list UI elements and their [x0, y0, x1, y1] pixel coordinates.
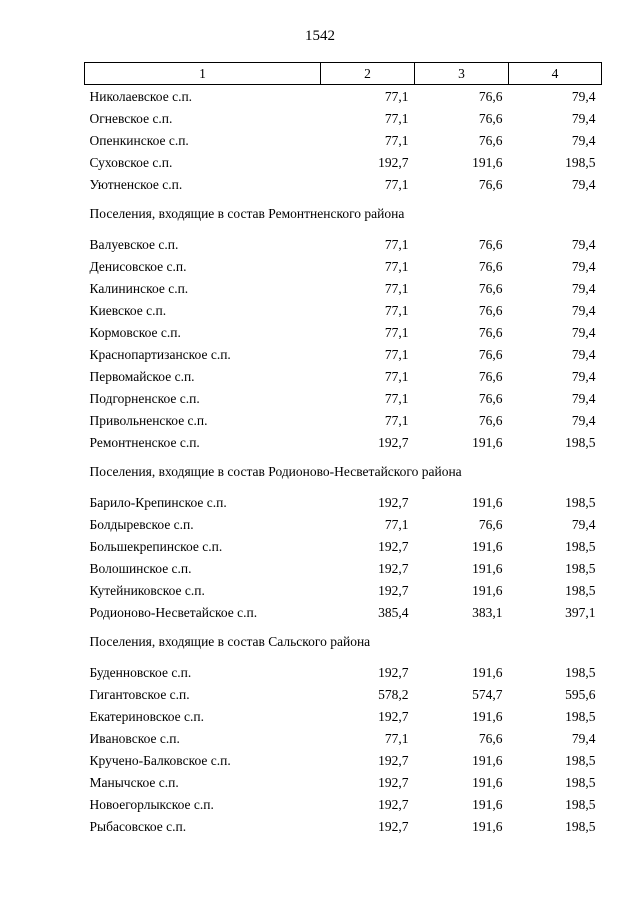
value-col-2: 192,7: [378, 494, 409, 510]
table-row: [85, 491, 602, 513]
section-title: Поселения, входящие в состав Родионово-Несветайского района: [89, 464, 462, 479]
value-col-4: 79,4: [571, 346, 596, 362]
settlement-name: Николаевское с.п.: [89, 88, 193, 104]
value-col-2: 192,7: [378, 560, 409, 576]
settlement-name: Первомайское с.п.: [89, 368, 195, 384]
value-col-4: 198,5: [565, 538, 596, 554]
value-col-4: 79,4: [571, 412, 596, 428]
value-col-2: 192,7: [378, 708, 409, 724]
value-col-3: 76,6: [478, 236, 503, 252]
value-col-2: 192,7: [378, 818, 409, 834]
value-col-2: 192,7: [378, 538, 409, 554]
page-number: 1542: [305, 28, 335, 44]
value-col-4: 198,5: [565, 154, 596, 170]
table-row: [85, 579, 602, 601]
settlement-name: Огневское с.п.: [89, 110, 173, 126]
value-col-2: 77,1: [384, 132, 409, 148]
table-row: [85, 557, 602, 579]
value-col-3: 76,6: [478, 324, 503, 340]
settlement-name: Гигантовское с.п.: [89, 686, 190, 702]
table-row: [85, 343, 602, 365]
value-col-3: 191,6: [472, 154, 503, 170]
value-col-2: 77,1: [384, 176, 409, 192]
value-col-4: 198,5: [565, 752, 596, 768]
table-row: [85, 513, 602, 535]
value-col-4: 198,5: [565, 774, 596, 790]
table-row: [85, 431, 602, 453]
table-header: [85, 63, 602, 85]
table-row: [85, 727, 602, 749]
value-col-4: 79,4: [571, 176, 596, 192]
value-col-4: 198,5: [565, 664, 596, 680]
value-col-2: 77,1: [384, 324, 409, 340]
value-col-2: 77,1: [384, 88, 409, 104]
settlement-name: Ивановское с.п.: [89, 730, 180, 746]
value-col-4: 79,4: [571, 324, 596, 340]
value-col-2: 192,7: [378, 774, 409, 790]
table-row: [85, 151, 602, 173]
value-col-4: 79,4: [571, 280, 596, 296]
column-header-2: 2: [321, 63, 415, 85]
value-col-2: 192,7: [378, 752, 409, 768]
column-header-3: 3: [415, 63, 509, 85]
value-col-2: 77,1: [384, 236, 409, 252]
table-row: [85, 683, 602, 705]
value-col-3: 574,7: [472, 686, 503, 702]
settlement-name: Краснопартизанское с.п.: [89, 346, 231, 362]
value-col-3: 191,6: [472, 818, 503, 834]
value-col-2: 578,2: [378, 686, 409, 702]
value-col-4: 79,4: [571, 88, 596, 104]
value-col-3: 76,6: [478, 88, 503, 104]
table-row: [85, 705, 602, 727]
settlement-name: Кручено-Балковское с.п.: [89, 752, 231, 768]
value-col-3: 191,6: [472, 796, 503, 812]
settlement-name: Уютненское с.п.: [89, 176, 183, 192]
settlement-name: Рыбасовское с.п.: [89, 818, 187, 834]
value-col-3: 76,6: [478, 132, 503, 148]
value-col-4: 198,5: [565, 434, 596, 450]
value-col-2: 77,1: [384, 368, 409, 384]
value-col-3: 191,6: [472, 560, 503, 576]
value-col-3: 76,6: [478, 730, 503, 746]
value-col-3: 191,6: [472, 582, 503, 598]
section-header-row: [85, 195, 602, 233]
value-col-2: 192,7: [378, 664, 409, 680]
table-row: [85, 387, 602, 409]
value-col-2: 192,7: [378, 582, 409, 598]
settlement-name: Денисовское с.п.: [89, 258, 187, 274]
settlement-name: Ремонтненское с.п.: [89, 434, 200, 450]
value-col-4: 79,4: [571, 236, 596, 252]
settlement-name: Кутейниковское с.п.: [89, 582, 205, 598]
value-col-3: 76,6: [478, 280, 503, 296]
table-row: [85, 365, 602, 387]
settlement-name: Родионово-Несветайское с.п.: [89, 604, 258, 620]
table-row: [85, 277, 602, 299]
table-row: [85, 233, 602, 255]
table-row: [85, 107, 602, 129]
value-col-3: 191,6: [472, 774, 503, 790]
section-header-row: [85, 453, 602, 491]
value-col-3: 76,6: [478, 390, 503, 406]
settlement-name: Подгорненское с.п.: [89, 390, 200, 406]
table-row: [85, 661, 602, 683]
value-col-4: 198,5: [565, 494, 596, 510]
value-col-3: 191,6: [472, 494, 503, 510]
value-col-3: 191,6: [472, 434, 503, 450]
value-col-3: 76,6: [478, 368, 503, 384]
value-col-3: 191,6: [472, 538, 503, 554]
value-col-3: 191,6: [472, 664, 503, 680]
section-title: Поселения, входящие в состав Сальского района: [89, 634, 371, 649]
table-row: [85, 601, 602, 623]
value-col-4: 79,4: [571, 390, 596, 406]
header-row: [85, 63, 602, 85]
value-col-3: 191,6: [472, 752, 503, 768]
value-col-3: 76,6: [478, 412, 503, 428]
table-row: [85, 299, 602, 321]
value-col-4: 79,4: [571, 110, 596, 126]
value-col-2: 77,1: [384, 390, 409, 406]
section-title: Поселения, входящие в состав Ремонтненского района: [89, 206, 405, 221]
value-col-3: 76,6: [478, 346, 503, 362]
table-row: [85, 255, 602, 277]
value-col-3: 383,1: [472, 604, 503, 620]
table-row: [85, 321, 602, 343]
section-header-row: [85, 623, 602, 661]
table-row: [85, 815, 602, 837]
value-col-2: 77,1: [384, 110, 409, 126]
value-col-2: 192,7: [378, 434, 409, 450]
value-col-4: 79,4: [571, 368, 596, 384]
value-col-2: 192,7: [378, 796, 409, 812]
value-col-3: 191,6: [472, 708, 503, 724]
settlement-name: Большекрепинское с.п.: [89, 538, 223, 554]
value-col-3: 76,6: [478, 258, 503, 274]
table-body: [85, 85, 602, 838]
table-row: [85, 793, 602, 815]
value-col-4: 397,1: [565, 604, 596, 620]
value-col-3: 76,6: [478, 516, 503, 532]
table-row: [85, 535, 602, 557]
value-col-4: 79,4: [571, 730, 596, 746]
settlement-name: Екатериновское с.п.: [89, 708, 204, 724]
value-col-2: 77,1: [384, 412, 409, 428]
settlement-name: Манычское с.п.: [89, 774, 179, 790]
table-row: [85, 771, 602, 793]
value-col-4: 79,4: [571, 302, 596, 318]
allocation-table: [84, 62, 602, 837]
column-header-1: 1: [85, 63, 321, 85]
value-col-4: 79,4: [571, 132, 596, 148]
value-col-4: 595,6: [565, 686, 596, 702]
table-row: [85, 173, 602, 195]
table-row: [85, 85, 602, 108]
value-col-2: 77,1: [384, 346, 409, 362]
value-col-2: 192,7: [378, 154, 409, 170]
value-col-4: 198,5: [565, 796, 596, 812]
column-header-4: 4: [509, 63, 602, 85]
settlement-name: Буденновское с.п.: [89, 664, 192, 680]
table-row: [85, 129, 602, 151]
value-col-2: 77,1: [384, 258, 409, 274]
table-row: [85, 409, 602, 431]
settlement-name: Калининское с.п.: [89, 280, 189, 296]
settlement-name: Привольненское с.п.: [89, 412, 208, 428]
value-col-3: 76,6: [478, 176, 503, 192]
value-col-2: 77,1: [384, 516, 409, 532]
value-col-4: 79,4: [571, 258, 596, 274]
value-col-2: 77,1: [384, 280, 409, 296]
value-col-4: 198,5: [565, 818, 596, 834]
value-col-2: 77,1: [384, 730, 409, 746]
value-col-2: 385,4: [378, 604, 409, 620]
settlement-name: Болдыревское с.п.: [89, 516, 194, 532]
table-row: [85, 749, 602, 771]
settlement-name: Кормовское с.п.: [89, 324, 181, 340]
value-col-3: 76,6: [478, 302, 503, 318]
settlement-name: Валуевское с.п.: [89, 236, 179, 252]
settlement-name: Опенкинское с.п.: [89, 132, 189, 148]
value-col-4: 198,5: [565, 582, 596, 598]
value-col-2: 77,1: [384, 302, 409, 318]
value-col-4: 79,4: [571, 516, 596, 532]
settlement-name: Киевское с.п.: [89, 302, 167, 318]
value-col-4: 198,5: [565, 560, 596, 576]
settlement-name: Барило-Крепинское с.п.: [89, 494, 227, 510]
settlement-name: Новоегорлыкское с.п.: [89, 796, 214, 812]
value-col-3: 76,6: [478, 110, 503, 126]
value-col-4: 198,5: [565, 708, 596, 724]
settlement-name: Суховское с.п.: [89, 154, 173, 170]
settlement-name: Волошинское с.п.: [89, 560, 192, 576]
